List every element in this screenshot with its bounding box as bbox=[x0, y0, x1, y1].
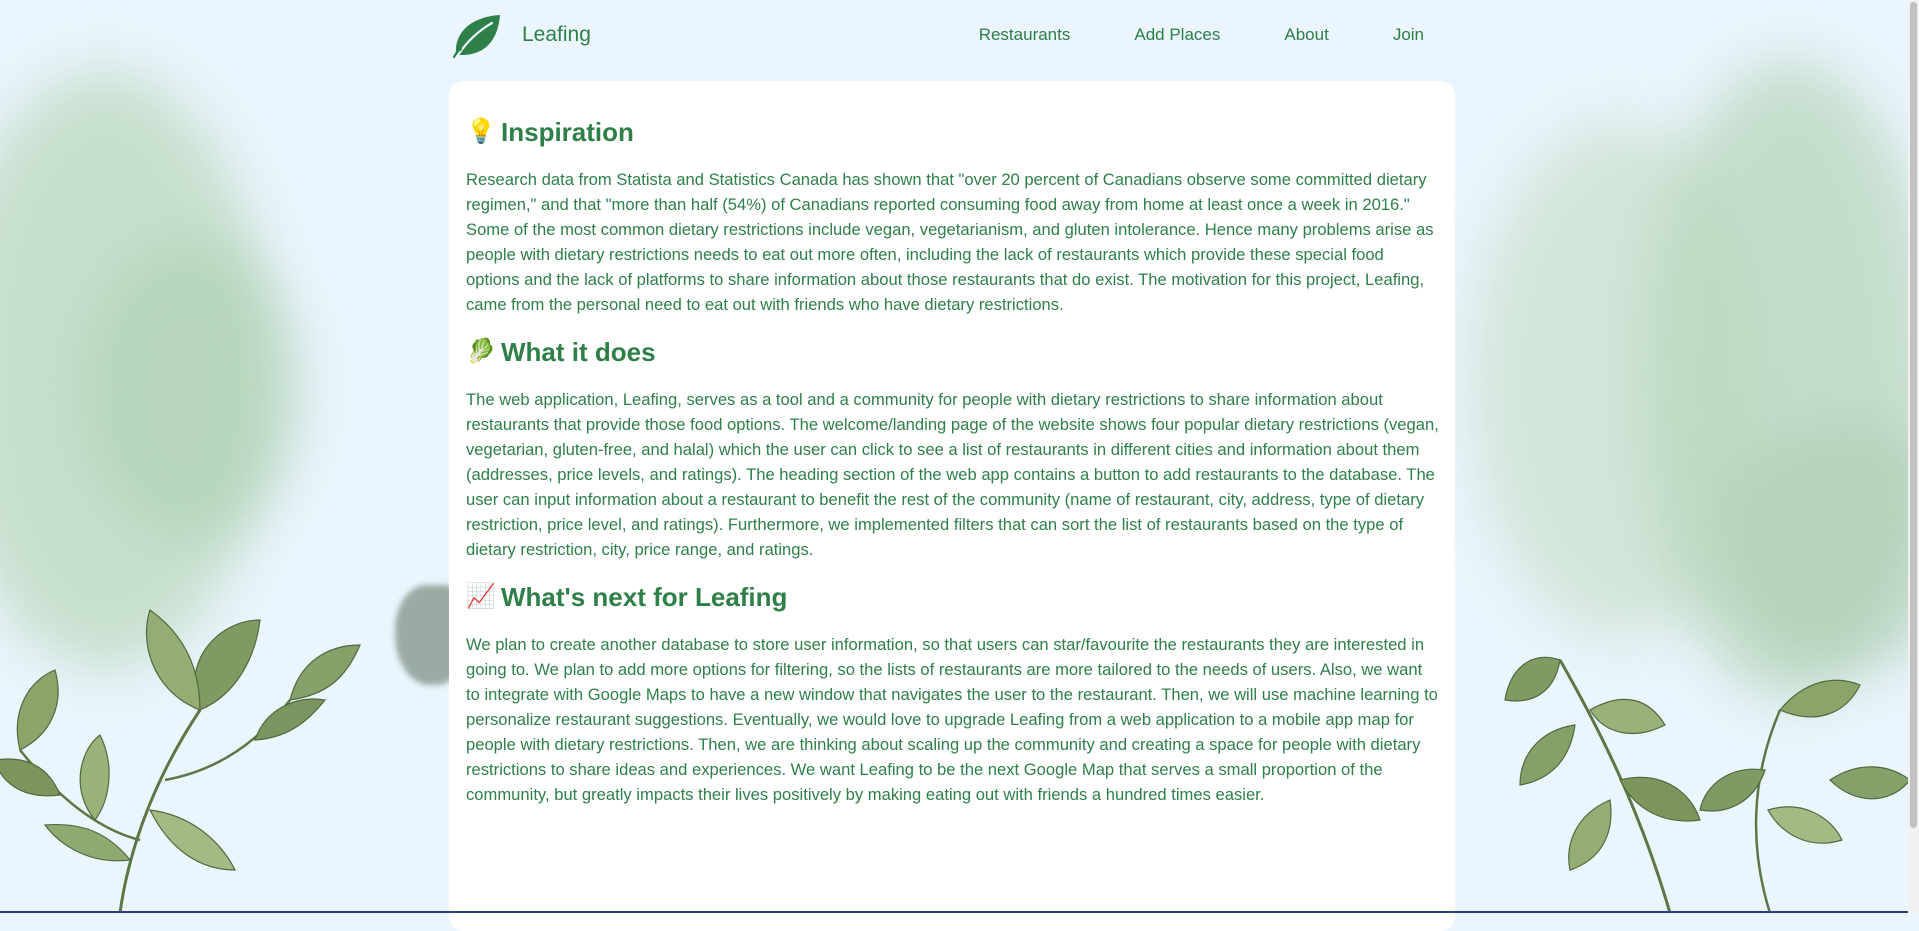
nav-link-restaurants[interactable]: Restaurants bbox=[978, 25, 1071, 44]
leaves-illustration-left bbox=[0, 600, 460, 913]
section-title-text: What's next for Leafing bbox=[501, 581, 788, 612]
nav-link-about[interactable]: About bbox=[1284, 25, 1329, 44]
scrollbar-thumb[interactable] bbox=[1910, 2, 1917, 828]
watercolor-splash-left-inner bbox=[80, 240, 300, 540]
top-navbar bbox=[448, 0, 1456, 70]
leafy-green-icon: 🥬 bbox=[466, 338, 496, 365]
section-title-text: What it does bbox=[501, 336, 656, 367]
section-paragraph: We plan to create another database to store user information, so that users can star/favourite the restaurants they are interested in going to. We plan to add more options for filtering, so the lists of restaurants are more tailored to the needs of users. Also, we want to integrate with Google Maps to have a new window that navigates the user to the restaurant. Then, we will use machine learning to personalize restaurant suggestions. Eventually, we would love to upgrade Leafing from a web application to a mobile app map for people with dietary restrictions. Then, we are thinking about scaling up the community and creating a space for people with dietary restrictions to share ideas and experiences. We want Leafing to be the next Google Map that serves a small proportion of the community, but greatly impacts their lives positively by making eating out with friends a hundred times easier. bbox=[466, 635, 1438, 804]
section-paragraph: Research data from Statista and Statistics Canada has shown that "over 20 percent of Canadians observe some committed dietary regimen," and that "more than half (54%) of Canadians reported consuming food away from home at least once a week in 2016." Some of the most common dietary restrictions include vegan, vegetarianism, and gluten intolerance. Hence many problems arise as people with dietary restrictions needs to eat out more often, including the lack of restaurants which provide these special food options and the lack of platforms to share information about those restaurants that do exist. The motivation for this project, Leafing, came from the personal need to eat out with friends who have dietary restrictions. bbox=[466, 170, 1434, 314]
brand-name: Leafing bbox=[522, 23, 591, 46]
section-paragraph: The web application, Leafing, serves as a tool and a community for people with dietary restrictions to share information about restaurants that provide those food options. The welcome/landing page of the website shows four popular dietary restrictions (vegan, vegetarian, gluten-free, and halal) which the user can click to see a list of restaurants in different cities and information about them (addresses, price levels, and ratings). The heading section of the web app contains a button to add restaurants to the database. The user can input information about a restaurant to benefit the rest of the community (name of restaurant, city, address, type of dietary restriction, price level, and ratings). Furthermore, we implemented filters that can sort the list of restaurants based on the type of dietary restriction, city, price range, and ratings. bbox=[466, 390, 1439, 559]
brand-home-link[interactable] bbox=[448, 11, 591, 59]
page-scrollbar[interactable] bbox=[1908, 0, 1919, 913]
section-whats-next bbox=[466, 580, 1439, 807]
section-what-it-does bbox=[466, 335, 1439, 562]
nav-link-add-places[interactable]: Add Places bbox=[1134, 25, 1221, 44]
lightbulb-icon: 💡 bbox=[466, 118, 496, 145]
section-heading bbox=[466, 115, 1439, 149]
leaf-icon bbox=[452, 11, 502, 59]
leaves-illustration-right bbox=[1450, 630, 1910, 913]
section-title-text: Inspiration bbox=[501, 116, 634, 147]
section-heading bbox=[466, 580, 1439, 614]
nav-link-join[interactable]: Join bbox=[1392, 25, 1424, 44]
nav-links bbox=[979, 25, 1424, 45]
section-heading bbox=[466, 335, 1439, 369]
content-card bbox=[449, 81, 1455, 931]
section-inspiration bbox=[466, 115, 1439, 317]
chart-increasing-icon: 📈 bbox=[466, 583, 496, 610]
